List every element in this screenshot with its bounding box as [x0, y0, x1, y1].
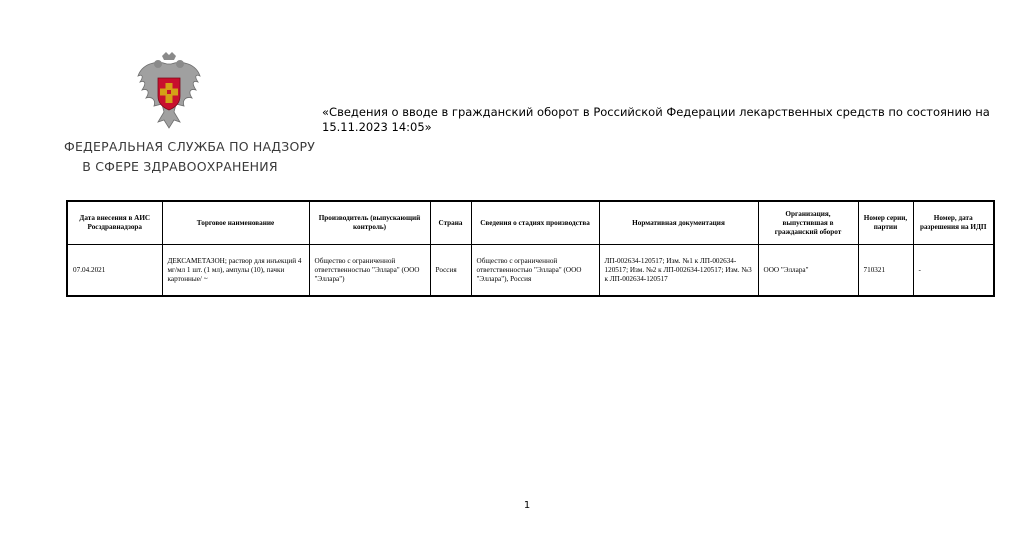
column-header-manufacturer: Производитель (выпускающий контроль) — [309, 201, 430, 245]
cell-batch-number: 710321 — [858, 245, 913, 297]
column-header-permit: Номер, дата разрешения на ИДП — [913, 201, 994, 245]
column-header-date: Дата внесения в АИС Росздравнадзора — [67, 201, 162, 245]
cell-manufacturer: Общество с ограниченной ответственностью "Эллара" (ООО "Эллара") — [309, 245, 430, 297]
double-headed-eagle-emblem-icon — [134, 50, 204, 132]
cell-regulatory-docs: ЛП-002634-120517; Изм. №1 к ЛП-002634-120517; Изм. №2 к ЛП-002634-120517; Изм. №3 к ЛП-002634-120517 — [599, 245, 758, 297]
column-header-regulatory-docs: Нормативная документация — [599, 201, 758, 245]
organization-name-line-1: ФЕДЕРАЛЬНАЯ СЛУЖБА ПО НАДЗОРУ — [64, 139, 316, 154]
cell-permit: - — [913, 245, 994, 297]
document-title: «Сведения о вводе в гражданский оборот в Российской Федерации лекарственных средств по состоянию на 15.11.2023 14:05» — [322, 105, 990, 134]
cell-country: Россия — [430, 245, 471, 297]
column-header-releasing-org: Организация, выпустившая в гражданский оборот — [758, 201, 858, 245]
cell-date: 07.04.2021 — [67, 245, 162, 297]
column-header-country: Страна — [430, 201, 471, 245]
page-number: 1 — [523, 500, 531, 511]
registry-table — [66, 200, 995, 297]
column-header-batch-number: Номер серии, партии — [858, 201, 913, 245]
table-header-row — [67, 201, 994, 245]
cell-production-stages: Общество с ограниченной ответственностью "Эллара" (ООО "Эллара"), Россия — [471, 245, 599, 297]
organization-name-line-2: В СФЕРЕ ЗДРАВООХРАНЕНИЯ — [82, 159, 278, 174]
table-row — [67, 245, 994, 297]
column-header-trade-name: Торговое наименование — [162, 201, 309, 245]
column-header-production-stages: Сведения о стадиях производства — [471, 201, 599, 245]
cell-releasing-org: ООО "Эллара" — [758, 245, 858, 297]
cell-trade-name: ДЕКСАМЕТАЗОН; раствор для инъекций 4 мг/мл 1 шт. (1 мл), ампулы (10), пачки картонные/ ~ — [162, 245, 309, 297]
organization-name — [64, 137, 316, 177]
